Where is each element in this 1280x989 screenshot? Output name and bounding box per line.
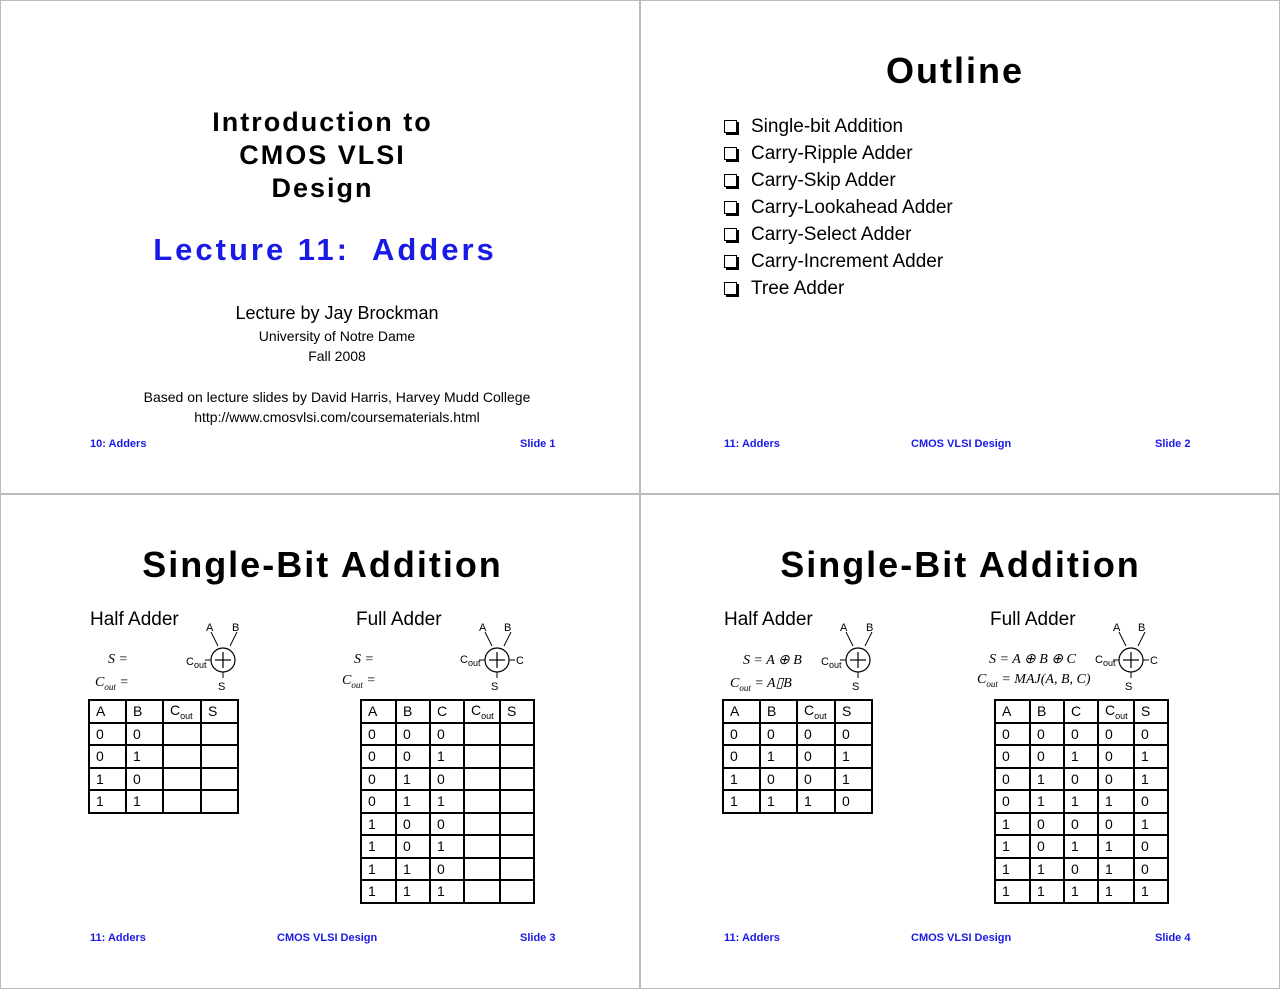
table-row: 0 0 0 — [361, 723, 534, 746]
sym-s: S — [491, 681, 499, 693]
sym-cout: $C_{out}$ — [821, 656, 842, 670]
list-item: Tree Adder — [724, 275, 953, 302]
footer-right: Slide 2 — [1155, 438, 1191, 450]
slide-4 — [640, 494, 1280, 989]
footer-right: Slide 4 — [1155, 932, 1191, 944]
wire-a — [1119, 632, 1126, 646]
sym-c: C — [516, 655, 524, 667]
slide-3 — [0, 494, 640, 989]
sym-a: A — [206, 622, 214, 634]
wire-b — [865, 632, 872, 646]
slide-2 — [640, 0, 1280, 494]
slide-4-title: Single-Bit Addition — [780, 544, 1141, 585]
table-row: 1 0 — [89, 768, 238, 791]
table-header-row: A B $C_{out}$ S — [723, 700, 872, 723]
table-row: 1 1 1 0 — [723, 790, 872, 813]
title-line-3: Design — [271, 173, 374, 203]
table-header-row: A B $C_{out}$ S — [89, 700, 238, 723]
table-header-row: A B C $C_{out}$ S — [995, 700, 1168, 723]
table-row: 0 0 1 0 1 — [995, 745, 1168, 768]
footer-left: 11: Adders — [90, 932, 146, 944]
title-line-2: CMOS VLSI — [239, 140, 406, 170]
wire-a — [485, 632, 492, 646]
table-row: 0 1 0 — [361, 768, 534, 791]
table-row: 0 1 0 0 1 — [995, 768, 1168, 791]
list-item: Single-bit Addition — [724, 113, 953, 140]
checkbox-bullet-icon — [724, 147, 737, 160]
half-sum-eq: S = A ⊕ B — [743, 653, 802, 668]
checkbox-bullet-icon — [724, 228, 737, 241]
wire-b — [504, 632, 511, 646]
table-row: 0 1 — [89, 745, 238, 768]
footer-left: 11: Adders — [724, 932, 780, 944]
list-item: Carry-Lookahead Adder — [724, 194, 953, 221]
full-sum-eq: S = — [354, 652, 374, 667]
full-adder-label: Full Adder — [990, 609, 1076, 630]
footer-mid: CMOS VLSI Design — [911, 932, 1012, 944]
full-adder-label: Full Adder — [356, 609, 442, 630]
term: Fall 2008 — [308, 348, 366, 364]
half-adder-truth-table — [722, 699, 873, 814]
lecture-title: Lecture 11: Adders — [153, 232, 497, 267]
table-header-row: A B C $C_{out}$ S — [361, 700, 534, 723]
half-adder-label: Half Adder — [90, 609, 179, 630]
outline-title: Outline — [886, 50, 1024, 91]
table-row: 0 1 1 1 0 — [995, 790, 1168, 813]
sym-cout: $C_{out}$ — [186, 656, 207, 670]
table-row: 0 0 0 0 — [723, 723, 872, 746]
checkbox-bullet-icon — [724, 255, 737, 268]
table-row: 0 1 0 1 — [723, 745, 872, 768]
lecturer: Lecture by Jay Brockman — [235, 303, 439, 323]
wire-b — [1138, 632, 1145, 646]
table-row: 1 1 — [89, 790, 238, 813]
sym-s: S — [1125, 681, 1133, 693]
based-on: Based on lecture slides by David Harris, Harvey Mudd College — [143, 389, 531, 405]
table-row: 1 0 1 1 0 — [995, 835, 1168, 858]
sym-cout: $C_{out}$ — [460, 654, 481, 668]
table-row: 0 1 1 — [361, 790, 534, 813]
footer-left: 11: Adders — [724, 438, 780, 450]
footer-left: 10: Adders — [90, 438, 147, 450]
footer-mid: CMOS VLSI Design — [911, 438, 1012, 450]
sym-s: S — [218, 681, 226, 693]
table-row: 1 0 0 — [361, 813, 534, 836]
sym-a: A — [840, 622, 848, 634]
title-line-1: Introduction to — [212, 107, 433, 137]
sym-a: A — [479, 622, 487, 634]
outline-list — [724, 113, 953, 302]
half-sum-eq: S = — [108, 652, 128, 667]
table-row: 1 1 1 1 1 — [995, 880, 1168, 903]
footer-right: Slide 1 — [520, 438, 556, 450]
university: University of Notre Dame — [258, 328, 416, 344]
sym-c: C — [1150, 655, 1158, 667]
full-sum-eq: S = A ⊕ B ⊕ C — [989, 652, 1076, 667]
table-row: 1 1 1 — [361, 880, 534, 903]
list-item: Carry-Select Adder — [724, 221, 953, 248]
sym-b: B — [232, 622, 240, 634]
table-row: 0 0 0 0 0 — [995, 723, 1168, 746]
sym-b: B — [866, 622, 874, 634]
wire-a — [211, 632, 218, 646]
sym-b: B — [504, 622, 512, 634]
table-row: 1 0 0 1 — [723, 768, 872, 791]
full-adder-truth-table — [994, 699, 1169, 904]
half-adder-truth-table — [88, 699, 239, 814]
full-carry-eq: $C_{out}$ = — [342, 673, 376, 690]
checkbox-bullet-icon — [724, 282, 737, 295]
list-item: Carry-Skip Adder — [724, 167, 953, 194]
table-row: 1 1 0 1 0 — [995, 858, 1168, 881]
list-item: Carry-Ripple Adder — [724, 140, 953, 167]
sym-a: A — [1113, 622, 1121, 634]
slide-1 — [0, 0, 640, 494]
table-row: 1 0 0 0 1 — [995, 813, 1168, 836]
checkbox-bullet-icon — [724, 120, 737, 133]
sym-cout: $C_{out}$ — [1095, 654, 1116, 668]
wire-a — [846, 632, 853, 646]
list-item: Carry-Increment Adder — [724, 248, 953, 275]
half-carry-eq: $C_{out}$ = A▯B — [730, 676, 792, 693]
checkbox-bullet-icon — [724, 174, 737, 187]
course-url[interactable]: http://www.cmosvlsi.com/coursematerials.html — [194, 409, 480, 425]
half-carry-eq: $C_{out}$ = — [95, 675, 129, 692]
slide-3-title: Single-Bit Addition — [142, 544, 503, 585]
sym-s: S — [852, 681, 860, 693]
table-row: 0 0 1 — [361, 745, 534, 768]
footer-right: Slide 3 — [520, 932, 556, 944]
wire-b — [230, 632, 237, 646]
half-adder-label: Half Adder — [724, 609, 813, 630]
checkbox-bullet-icon — [724, 201, 737, 214]
table-row: 1 0 1 — [361, 835, 534, 858]
table-row: 1 1 0 — [361, 858, 534, 881]
full-carry-eq: $C_{out} = MAJ(A$, B, C) — [977, 672, 1091, 689]
slide-1-title — [150, 106, 495, 205]
footer-mid: CMOS VLSI Design — [277, 932, 378, 944]
full-adder-truth-table — [360, 699, 535, 904]
sym-b: B — [1138, 622, 1146, 634]
table-row: 0 0 — [89, 723, 238, 746]
